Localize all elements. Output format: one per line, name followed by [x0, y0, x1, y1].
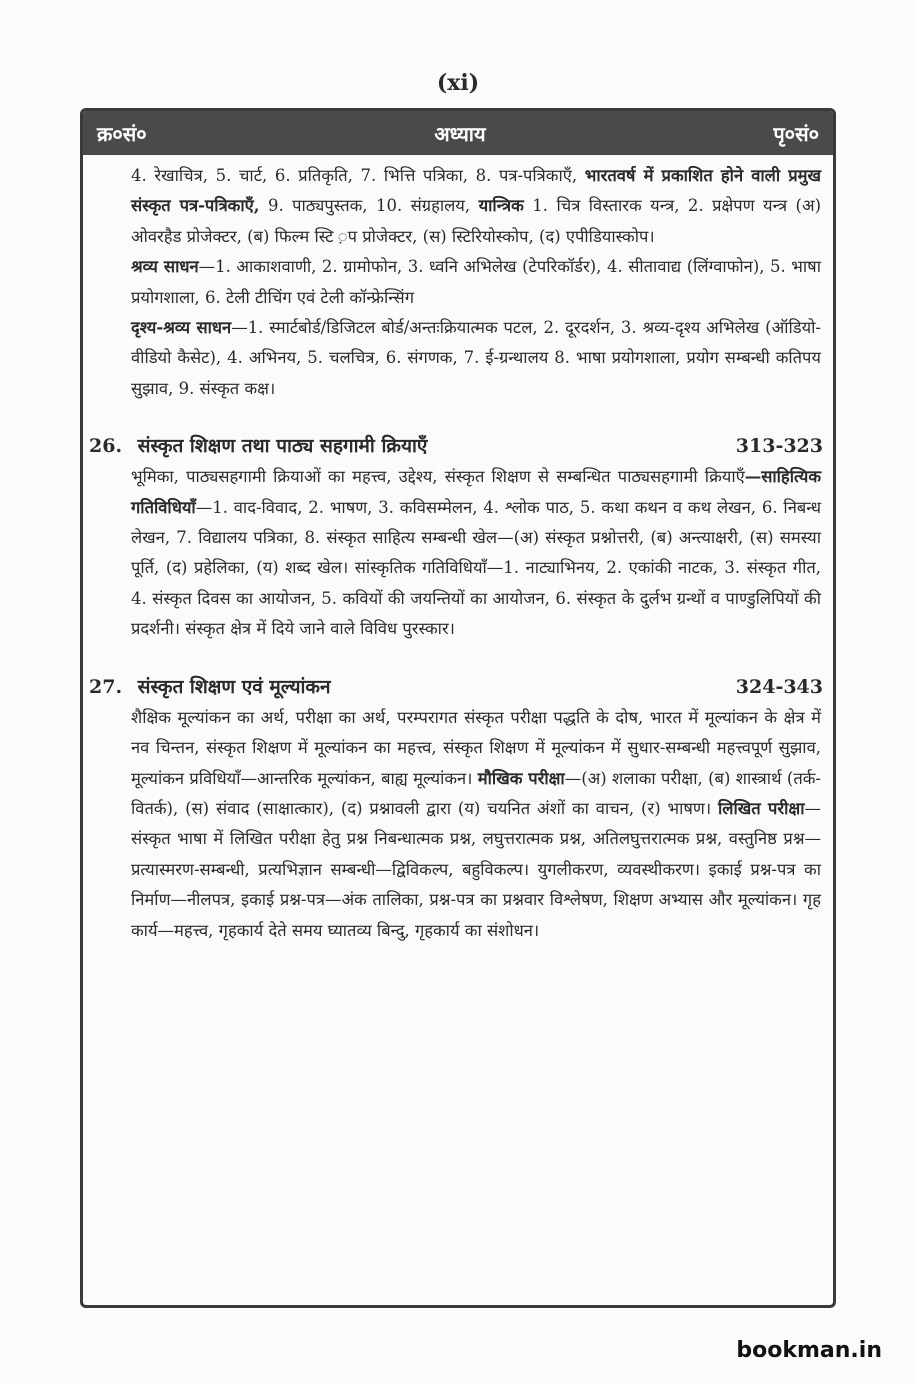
chapter-number: 26. [89, 435, 123, 458]
text-run: 1. चित्र विस्तारक यन्त्र, 2. प्रक्षेपण यन्त्र (अ) ओवरहैड प्रोजेक्टर, (ब) फिल्म स्टि ़प प्रोजेक्टर, (स) स्टिरियोस्कोप, (द) एपीडियास्कोप। [131, 196, 822, 246]
continuation-para-2 [131, 252, 821, 313]
text-run: —1. स्मार्टबोर्ड/डिजिटल बोर्ड/अन्तःक्रियात्मक पटल, 2. दूरदर्शन, 3. श्रव्य-दृश्य अभिलेख (ऑडियो-वीडियो कैसेट), 4. अभिनय, 5. चलचित्र, 6. संगणक, 7. ई-ग्रन्थालय 8. भाषा प्रयोगशाला, प्रयोग सम्बन्धी कतिपय सुझाव, 9. संस्कृत कक्ष। [131, 318, 821, 398]
text-run: —(अ) शलाका परीक्षा, (ब) शास्त्रार्थ (तर्क-वितर्क), (स) संवाद (साक्षात्कार), (द) प्रश्नावली द्वारा (य) चयनित अंशों का वाचन, (र) भाषण। [131, 768, 822, 818]
bold-run: श्रव्य साधन [131, 257, 199, 277]
site-watermark: bookman.in [736, 1338, 882, 1363]
text-run: भूमिका, पाठ्यसहगामी क्रियाओं का महत्त्व, उद्देश्य, संस्कृत शिक्षण से सम्बन्धित पाठ्यसहगामी क्रियाएँ [131, 467, 745, 487]
chapter-body-text [131, 462, 821, 644]
chapter-entry-27 [89, 671, 827, 946]
chapter-body [89, 462, 827, 644]
chapter-body [89, 703, 827, 946]
chapter-number: 27. [89, 675, 123, 698]
header-chapter: अध्याय [434, 121, 486, 146]
text-run: —1. वाद-विवाद, 2. भाषण, 3. कविसम्मेलन, 4. श्लोक पाठ, 5. कथा कथन व कथ लेखन, 6. निबन्ध लेखन, 7. विद्यालय पत्रिका, 8. संस्कृत साहित्य सम्बन्धी खेल—(अ) संस्कृत प्रश्नोत्तरी, (ब) अन्त्याक्षरी, (स) समस्या पूर्ति, (द) प्रहेलिका, (य) शब्द खेल। सांस्कृतिक गतिविधियाँ—1. नाट्याभिनय, 2. एकांकी नाटक, 3. संस्कृत गीत, 4. संस्कृत दिवस का आयोजन, 5. कवियों की जयन्तियों का आयोजन, 6. संस्कृत के दुर्लभ ग्रन्थों व पाण्डुलिपियों की प्रदर्शनी। संस्कृत क्षेत्र में दिये जाने वाले विविध पुरस्कार। [131, 497, 821, 639]
bold-run: —साहित्यिक गतिविधियाँ [131, 467, 821, 517]
header-page: पृ०सं० [773, 121, 819, 146]
chapter-pages: 324-343 [735, 675, 823, 698]
text-run: 4. रेखाचित्र, 5. चार्ट, 6. प्रतिकृति, 7. भित्ति पत्रिका, 8. पत्र-पत्रिकाएँ, [131, 166, 585, 185]
chapter-heading [89, 671, 827, 703]
text-run: —1. आकाशवाणी, 2. ग्रामोफोन, 3. ध्वनि अभिलेख (टेपरिकॉर्डर), 4. सीतावाद्य (लिंग्वाफोन), 5. भाषा प्रयोगशाला, 6. टेली टीचिंग एवं टेली कॉन्फ्रेन्सिंग [131, 257, 821, 307]
chapter-title: संस्कृत शिक्षण एवं मूल्यांकन [137, 675, 331, 698]
bold-run: भारतवर्ष में प्रकाशित होने वाली प्रमुख संस्कृत पत्र-पत्रिकाएँ, [131, 166, 821, 216]
continuation-para-1 [131, 161, 821, 252]
chapter-title: संस्कृत शिक्षण तथा पाठ्य सहगामी क्रियाएँ [137, 435, 428, 458]
table-body [83, 155, 833, 946]
chapter-pages: 313-323 [735, 435, 823, 458]
bold-run: मौखिक परीक्षा [477, 768, 565, 788]
page-number: (xi) [436, 70, 480, 96]
chapter-body-text [131, 703, 821, 946]
continuation-block [89, 161, 827, 404]
text-run: शैक्षिक मूल्यांकन का अर्थ, परीक्षा का अर्थ, परम्परागत संस्कृत परीक्षा पद्धति के दोष, भारत में मूल्यांकन के क्षेत्र में नव चिन्तन, संस्कृत शिक्षण में मूल्यांकन का महत्त्व, संस्कृत शिक्षण में मूल्यांकन में सुधार-सम्बन्धी महत्त्वपूर्ण सुझाव, मूल्यांकन प्रविधियाँ—आन्तरिक मूल्यांकन, बाह्य मूल्यांकन। [131, 707, 821, 788]
text-run: 9. पाठ्यपुस्तक, 10. संग्रहालय, [259, 196, 479, 216]
chapter-entry-26 [89, 430, 827, 644]
header-serial: क्र०सं० [97, 121, 147, 146]
bold-run: यान्त्रिक [478, 196, 524, 216]
contents-table [80, 108, 836, 1308]
bold-run: लिखित परीक्षा [717, 798, 805, 818]
chapter-heading [89, 430, 827, 462]
table-header [83, 111, 833, 155]
text-run: —संस्कृत भाषा में लिखित परीक्षा हेतु प्रश्न निबन्धात्मक प्रश्न, लघुत्तरात्मक प्रश्न, अतिलघुत्तरात्मक प्रश्न, वस्तुनिष्ठ प्रश्न—प्रत्यास्मरण-सम्बन्धी, प्रत्यभिज्ञान सम्बन्धी—द्विविकल्प, बहुविकल्प। युगलीकरण, व्यवस्थीकरण। इकाई प्रश्न-पत्र का निर्माण—नीलपत्र, इकाई प्रश्न-पत्र—अंक तालिका, प्रश्न-पत्र का प्रश्नवार विश्लेषण, शिक्षण अभ्यास और मूल्यांकन। गृह कार्य—महत्त्व, गृहकार्य देते समय घ्यातव्य बिन्दु, गृहकार्य का संशोधन। [131, 798, 821, 940]
continuation-para-3 [131, 313, 821, 404]
bold-run: दृश्य-श्रव्य साधन [131, 318, 232, 338]
